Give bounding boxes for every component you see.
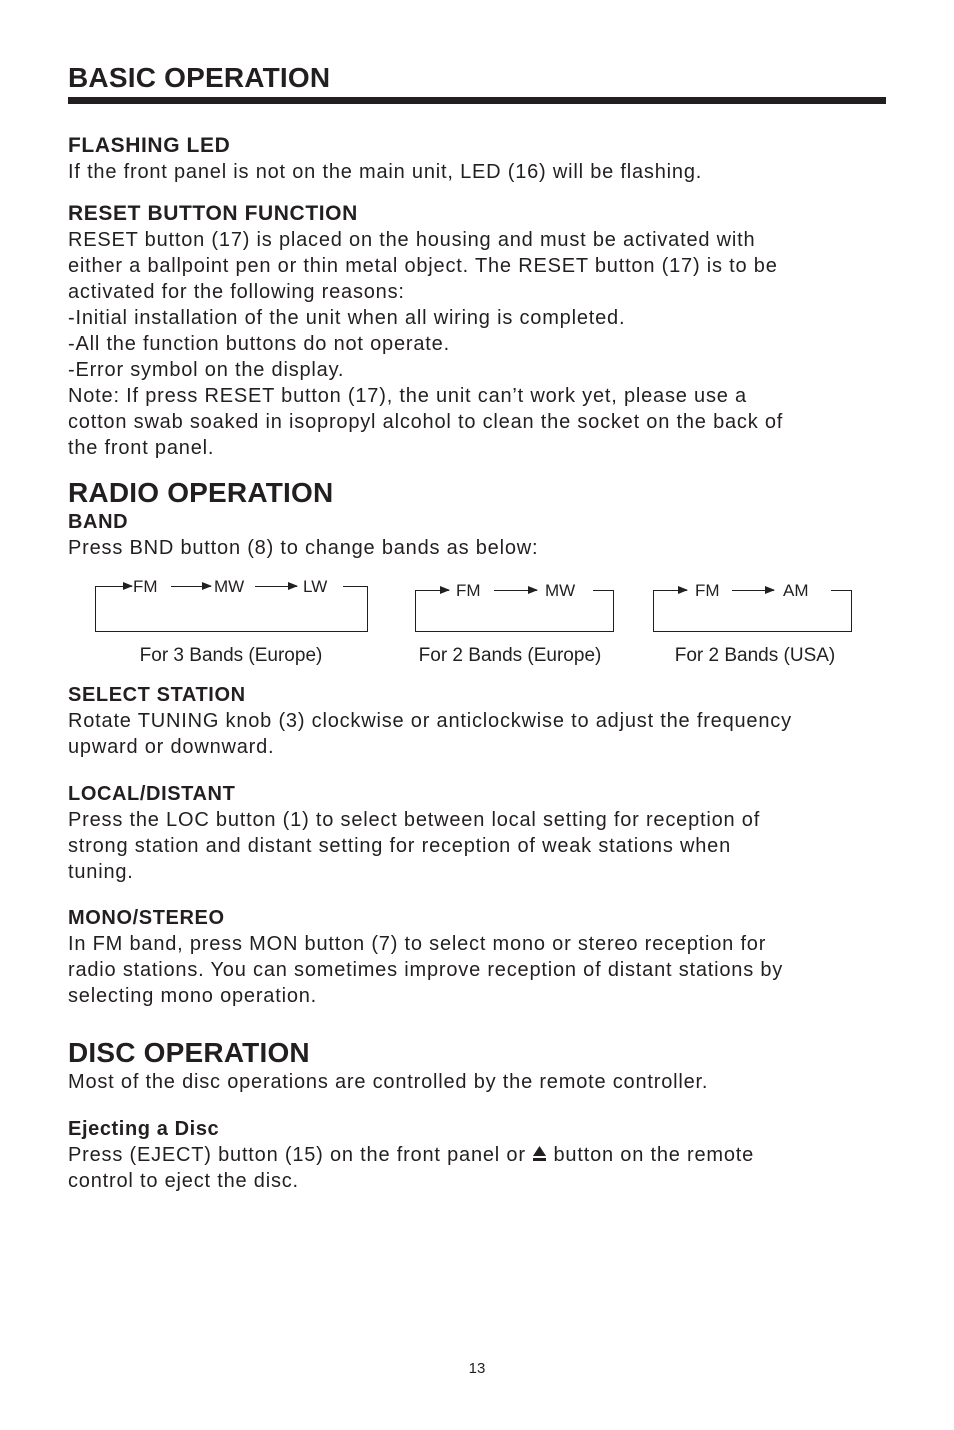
diagram-caption: For 2 Bands (Europe) [418,645,602,666]
band-label: MW [214,577,245,596]
text-line [68,1142,886,1168]
heading-local-distant: LOCAL/DISTANT [68,783,236,805]
diagram-caption: For 2 Bands (USA) [674,645,836,666]
diagram-caption: For 3 Bands (Europe) [139,645,323,666]
text-line: selecting mono operation. [68,985,318,1007]
text-line: Rotate TUNING knob (3) clockwise or anticlockwise to adjust the frequency [68,710,792,732]
arrow-icon [255,586,297,587]
text-line: Most of the disc operations are controlled by the remote controller. [68,1071,709,1093]
diagram-line [343,586,367,587]
text-line: activated for the following reasons: [68,281,405,303]
heading-flashing-led: FLASHING LED [68,134,231,157]
paragraph-select-station [68,708,886,760]
arrow-icon [416,590,449,591]
text-line: control to eject the disc. [68,1170,299,1192]
text-line: -Initial installation of the unit when all wiring is completed. [68,307,626,329]
band-label: LW [303,577,328,596]
band-label: FM [695,581,720,600]
paragraph-band [68,535,886,561]
band-label: AM [783,581,809,600]
band-label: FM [133,577,158,596]
diagram-line [593,590,613,591]
arrow-icon [654,590,687,591]
heading-ejecting-a-disc: Ejecting a Disc [68,1118,220,1140]
section-title-basic-operation: BASIC OPERATION [68,62,331,93]
text-line: tuning. [68,861,134,883]
text-line: Note: If press RESET button (17), the unit can’t work yet, please use a [68,385,747,407]
arrow-icon [494,590,537,591]
text-line: -All the function buttons do not operate. [68,333,450,355]
band-label: MW [545,581,576,600]
arrow-icon [171,586,211,587]
title-rule [68,97,886,104]
text-line: RESET button (17) is placed on the housing and must be activated with [68,229,756,251]
text-line: cotton swab soaked in isopropyl alcohol to clean the socket on the back of [68,411,784,433]
section-title-radio-operation: RADIO OPERATION [68,477,334,508]
paragraph-flashing-led [68,159,886,185]
text-line: Press the LOC button (1) to select between local setting for reception of [68,809,761,831]
text-line: In FM band, press MON button (7) to select mono or stereo reception for [68,933,767,955]
diagram-loop [415,590,614,632]
eject-icon [532,1144,547,1162]
text-line: If the front panel is not on the main unit, LED (16) will be flashing. [68,161,703,183]
section-title-disc-operation: DISC OPERATION [68,1037,310,1068]
paragraph-disc-intro [68,1069,886,1095]
paragraph-mono-stereo [68,931,886,1009]
text-line: upward or downward. [68,736,275,758]
text-line: the front panel. [68,437,215,459]
text-line: radio stations. You can sometimes improve reception of distant stations by [68,959,784,981]
text-line: strong station and distant setting for reception of weak stations when [68,835,732,857]
text-fragment: button on the remote [547,1144,755,1166]
arrow-icon [96,586,132,587]
text-line: -Error symbol on the display. [68,359,345,381]
paragraph-reset [68,227,886,461]
paragraph-eject [68,1142,886,1194]
diagram-loop [653,590,852,632]
page-number: 13 [468,1360,486,1377]
band-label: FM [456,581,481,600]
paragraph-local-distant [68,807,886,885]
heading-mono-stereo: MONO/STEREO [68,907,225,929]
diagram-line [831,590,851,591]
heading-select-station: SELECT STATION [68,684,246,706]
heading-band: BAND [68,511,129,533]
text-line: Press BND button (8) to change bands as below: [68,537,539,559]
heading-reset-button-function: RESET BUTTON FUNCTION [68,202,358,225]
text-fragment: Press (EJECT) button (15) on the front panel or [68,1144,533,1166]
text-line: either a ballpoint pen or thin metal object. The RESET button (17) is to be [68,255,778,277]
arrow-icon [732,590,774,591]
